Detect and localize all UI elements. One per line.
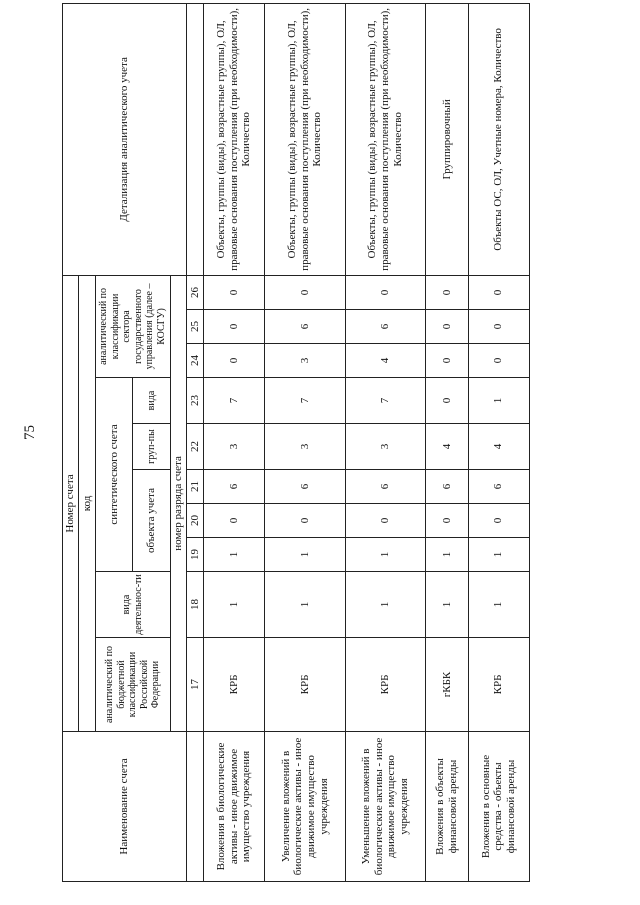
header-row-1 bbox=[63, 3, 79, 881]
digit-cell: 25 bbox=[187, 310, 203, 344]
row-code-cell: КРБ bbox=[265, 638, 345, 732]
digit-cell: 17 bbox=[187, 638, 203, 732]
row-code-cell: 4 bbox=[468, 424, 529, 470]
row-code-cell: 0 bbox=[468, 275, 529, 309]
row-code-cell: 0 bbox=[203, 504, 264, 538]
row-name-cell: Уменьшение вложений в биологические активы - иное движимое имущество учреждения bbox=[345, 732, 425, 882]
row-code-cell: 6 bbox=[265, 310, 345, 344]
header-analytic-budget: аналитический по бюджетной классификации Российской Федерации bbox=[95, 638, 170, 732]
table-row bbox=[468, 3, 529, 881]
row-code-cell: 4 bbox=[426, 424, 468, 470]
header-activity: вида деятельнос-ти bbox=[95, 572, 170, 638]
row-code-cell: 1 bbox=[203, 538, 264, 572]
header-analytic-kosgu: аналитический по классификации сектора государственного управления (далее – КОСГУ) bbox=[95, 275, 170, 377]
row-code-cell: 1 bbox=[265, 538, 345, 572]
row-code-cell: 6 bbox=[468, 470, 529, 504]
row-detail-cell: Объекты ОС, ОЛ, Учетные номера, Количество bbox=[468, 3, 529, 275]
row-code-cell: КРБ bbox=[345, 638, 425, 732]
row-code-cell: 0 bbox=[203, 275, 264, 309]
digit-cell: 24 bbox=[187, 344, 203, 378]
digit-cell: 20 bbox=[187, 504, 203, 538]
row-code-cell: 0 bbox=[203, 344, 264, 378]
row-code-cell: 1 bbox=[426, 538, 468, 572]
accounts-table bbox=[62, 3, 530, 882]
header-group: груп-пы bbox=[133, 424, 171, 470]
table-row bbox=[265, 3, 345, 881]
header-kind: вида bbox=[133, 378, 171, 424]
row-code-cell: 7 bbox=[203, 378, 264, 424]
header-detail: Детализация аналитического учета bbox=[63, 3, 187, 275]
digits-row bbox=[187, 3, 203, 881]
digit-cell: 21 bbox=[187, 470, 203, 504]
row-code-cell: 7 bbox=[265, 378, 345, 424]
digits-empty-cell bbox=[187, 3, 203, 275]
row-code-cell: 3 bbox=[203, 424, 264, 470]
row-code-cell: 1 bbox=[345, 572, 425, 638]
header-name: Наименование счета bbox=[63, 732, 187, 882]
row-code-cell: КРБ bbox=[203, 638, 264, 732]
digit-cell: 23 bbox=[187, 378, 203, 424]
row-code-cell: 4 bbox=[345, 344, 425, 378]
row-code-cell: 0 bbox=[468, 504, 529, 538]
row-detail-cell: Объекты, группы (виды), возрастные группы), ОЛ, правовые основания поступления (при необходимости), Количество bbox=[203, 3, 264, 275]
row-name-cell: Вложения в биологические активы - иное движимое имущество учреждения bbox=[203, 732, 264, 882]
row-code-cell: 0 bbox=[426, 344, 468, 378]
digit-cell: 26 bbox=[187, 275, 203, 309]
row-code-cell: 6 bbox=[345, 470, 425, 504]
row-detail-cell: Объекты, группы (виды), возрастные группы), ОЛ, правовые основания поступления (при необходимости), Количество bbox=[265, 3, 345, 275]
row-code-cell: 0 bbox=[426, 310, 468, 344]
row-code-cell: 0 bbox=[203, 310, 264, 344]
page-number: 75 bbox=[22, 425, 38, 440]
row-code-cell: 3 bbox=[345, 424, 425, 470]
row-code-cell: 6 bbox=[203, 470, 264, 504]
row-code-cell: 6 bbox=[426, 470, 468, 504]
row-code-cell: 1 bbox=[203, 572, 264, 638]
row-code-cell: 0 bbox=[468, 344, 529, 378]
rotated-table-wrapper bbox=[62, 7, 530, 882]
row-code-cell: 6 bbox=[345, 310, 425, 344]
table-body bbox=[203, 3, 529, 881]
row-code-cell: 1 bbox=[468, 572, 529, 638]
row-code-cell: гКБК bbox=[426, 638, 468, 732]
row-code-cell: 0 bbox=[265, 504, 345, 538]
row-detail-cell: Объекты, группы (виды), возрастные группы), ОЛ, правовые основания поступления (при необходимости), Количество bbox=[345, 3, 425, 275]
header-code: код bbox=[79, 275, 95, 731]
digit-cell: 22 bbox=[187, 424, 203, 470]
row-name-cell: Вложения в основные средства - объекты финансовой аренды bbox=[468, 732, 529, 882]
row-code-cell: 3 bbox=[265, 344, 345, 378]
row-code-cell: КРБ bbox=[468, 638, 529, 732]
row-code-cell: 3 bbox=[265, 424, 345, 470]
row-code-cell: 1 bbox=[426, 572, 468, 638]
row-code-cell: 1 bbox=[468, 538, 529, 572]
row-code-cell: 0 bbox=[426, 504, 468, 538]
header-digit-number: номер разряда счета bbox=[171, 275, 187, 731]
row-code-cell: 0 bbox=[426, 378, 468, 424]
row-name-cell: Вложения в объекты финансовой аренды bbox=[426, 732, 468, 882]
row-code-cell: 0 bbox=[265, 275, 345, 309]
row-code-cell: 6 bbox=[265, 470, 345, 504]
table-row bbox=[345, 3, 425, 881]
row-code-cell: 0 bbox=[426, 275, 468, 309]
row-code-cell: 1 bbox=[468, 378, 529, 424]
table-row bbox=[426, 3, 468, 881]
row-code-cell: 7 bbox=[345, 378, 425, 424]
table-row bbox=[203, 3, 264, 881]
digits-empty-cell bbox=[187, 732, 203, 882]
row-code-cell: 0 bbox=[345, 275, 425, 309]
digit-cell: 18 bbox=[187, 572, 203, 638]
row-name-cell: Увеличение вложений в биологические активы - иное движимое имущество учреждения bbox=[265, 732, 345, 882]
row-code-cell: 0 bbox=[468, 310, 529, 344]
digit-cell: 19 bbox=[187, 538, 203, 572]
header-number: Номер счета bbox=[63, 275, 79, 731]
row-code-cell: 0 bbox=[345, 504, 425, 538]
row-code-cell: 1 bbox=[345, 538, 425, 572]
header-object: объекта учета bbox=[133, 470, 171, 572]
header-synthetic: синтетического счета bbox=[95, 378, 133, 572]
row-code-cell: 1 bbox=[265, 572, 345, 638]
row-detail-cell: Группировочный bbox=[426, 3, 468, 275]
